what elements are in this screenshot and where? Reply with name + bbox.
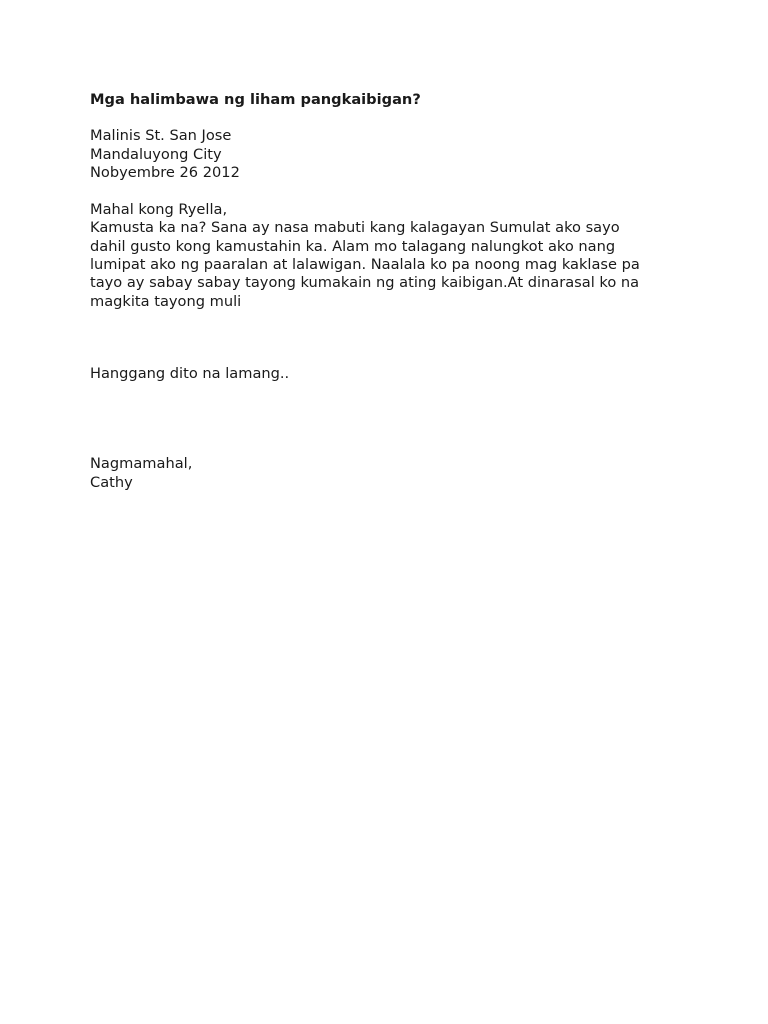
document-title: Mga halimbawa ng liham pangkaibigan? — [90, 91, 421, 108]
signature-name: Cathy — [90, 473, 133, 491]
complimentary-close: Nagmamahal, — [90, 455, 193, 473]
letter-date: Nobyembre 26 2012 — [90, 163, 240, 181]
body-line: tayo ay sabay sabay tayong kumakain ng ating kaibigan.At dinarasal ko na — [90, 274, 640, 292]
letter-closing: Hanggang dito na lamang.. — [90, 364, 290, 382]
body-line: Kamusta ka na? Sana ay nasa mabuti kang kalagayan Sumulat ako sayo — [90, 219, 620, 237]
address-line-city: Mandaluyong City — [90, 145, 222, 163]
sender-address — [90, 127, 690, 182]
body-line: lumipat ako ng paaralan at lalawigan. Naalala ko pa noong mag kaklase pa — [90, 256, 640, 274]
letter-greeting: Mahal kong Ryella, — [90, 201, 228, 219]
body-line: magkita tayong muli — [90, 292, 242, 310]
letter-signoff — [90, 455, 690, 492]
body-line: dahil gusto kong kamustahin ka. Alam mo talagang nalungkot ako nang — [90, 237, 616, 255]
address-line-street: Malinis St. San Jose — [90, 127, 232, 145]
letter-content — [90, 91, 690, 492]
letter-body — [90, 219, 690, 310]
